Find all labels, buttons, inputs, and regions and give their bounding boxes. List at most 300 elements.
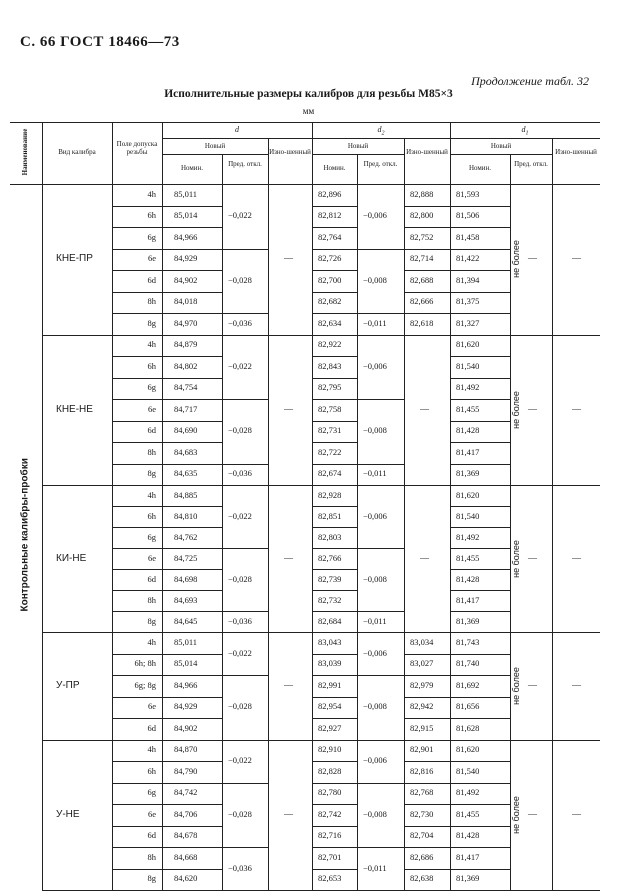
d-nominal-cell: 84,902: [174, 722, 198, 733]
d1-deviation-dash: —: [528, 403, 537, 414]
body-vline: [510, 184, 511, 890]
d-worn-dash: —: [284, 253, 293, 264]
deviation-header-d2: Пред. откл.: [363, 160, 398, 168]
d-nominal-cell: 84,668: [174, 851, 198, 862]
row-rule-d2: [312, 718, 357, 719]
row-rule-d2w: [404, 869, 450, 870]
tolerance-cell: 6e: [147, 808, 156, 819]
v-dworn: [268, 138, 269, 184]
d2-dev-rule: [357, 611, 404, 612]
d2-worn-cell: 82,979: [410, 679, 434, 690]
d2-nominal-cell: 82,634: [318, 317, 342, 328]
row-rule-d2: [312, 654, 357, 655]
tolerance-cell: 4h: [147, 636, 156, 647]
group-name: У-ПР: [56, 679, 80, 691]
d2-dev-rule: [357, 847, 404, 848]
row-rule: [112, 548, 222, 549]
row-rule-d2: [312, 527, 357, 528]
tolerance-cell: 6g: [147, 787, 156, 798]
dev-rule: [222, 847, 268, 848]
d2-nominal-cell: 82,851: [318, 510, 342, 521]
worn-header-d1: Изно-шенный: [555, 148, 597, 156]
d1-deviation-dash: —: [528, 679, 537, 690]
d2-nominal-cell: 82,922: [318, 339, 342, 350]
d-nominal-cell: 84,620: [174, 873, 198, 884]
row-rule-d2: [312, 356, 357, 357]
row-rule: [112, 356, 222, 357]
row-rule-d1: [450, 869, 510, 870]
row-rule-d1: [450, 783, 510, 784]
d2-worn-dash: —: [420, 552, 429, 563]
d1-nominal-cell: 81,740: [456, 658, 480, 669]
d2-deviation-cell: −0,011: [363, 317, 387, 328]
row-rule: [112, 804, 222, 805]
d-nominal-cell: 84,683: [174, 446, 198, 457]
group-rule: [42, 632, 600, 633]
d1-nominal-cell: 81,506: [456, 210, 480, 221]
d1-nominal-cell: 81,417: [456, 446, 480, 457]
tolerance-cell: 6g: [147, 231, 156, 242]
d2-nominal-cell: 82,928: [318, 489, 342, 500]
tolerance-cell: 6h; 8h: [134, 658, 156, 669]
row-rule: [112, 292, 222, 293]
d-nominal-cell: 85,011: [174, 636, 198, 647]
d2-nominal-cell: 83,039: [318, 658, 342, 669]
d2-nominal-cell: 82,991: [318, 679, 342, 690]
d1-nominal-cell: 81,417: [456, 851, 480, 862]
row-rule-d1: [450, 569, 510, 570]
d2-dev-rule: [357, 548, 404, 549]
row-rule: [112, 506, 222, 507]
d1-nominal-cell: 81,540: [456, 765, 480, 776]
d-nominal-cell: 84,810: [174, 510, 198, 521]
body-vline: [222, 184, 223, 890]
new-header-d2: Новый: [347, 142, 369, 150]
d2-dev-rule: [357, 675, 404, 676]
row-rule-d2w: [404, 654, 450, 655]
d2-worn-cell: 82,730: [410, 808, 434, 819]
d1-nominal-cell: 81,492: [456, 787, 480, 798]
d-worn-dash: —: [284, 552, 293, 563]
d2-dev-rule: [357, 313, 404, 314]
d2-dev-rule: [357, 399, 404, 400]
d2-nominal-cell: 82,843: [318, 360, 342, 371]
row-rule-d2w: [404, 227, 450, 228]
header-rule-d: [162, 138, 600, 139]
d2-nominal-cell: 82,758: [318, 403, 342, 414]
d-nominal-cell: 84,790: [174, 765, 198, 776]
row-rule-d1: [450, 313, 510, 314]
d1-nominal-cell: 81,540: [456, 510, 480, 521]
row-rule: [112, 654, 222, 655]
tolerance-cell: 6h: [147, 360, 156, 371]
d-nominal-cell: 84,678: [174, 830, 198, 841]
d2-nominal-cell: 82,954: [318, 701, 342, 712]
d-deviation-cell: −0,028: [228, 274, 252, 285]
row-rule-d2w: [404, 249, 450, 250]
d-nominal-cell: 84,902: [174, 274, 198, 285]
d2-worn-dash: —: [420, 403, 429, 414]
d2-deviation-cell: −0,008: [363, 808, 387, 819]
row-rule-d2: [312, 378, 357, 379]
d2-worn-cell: 82,901: [410, 744, 434, 755]
d1-deviation-dash: —: [528, 808, 537, 819]
header-bottom-rule: [10, 184, 600, 185]
row-rule-d1: [450, 804, 510, 805]
group-rule: [42, 335, 600, 336]
row-rule: [112, 697, 222, 698]
row-rule-d2: [312, 249, 357, 250]
tolerance-cell: 6h: [147, 510, 156, 521]
d1-deviation-dash: —: [528, 552, 537, 563]
row-rule-d2w: [404, 804, 450, 805]
d2-nominal-cell: 82,732: [318, 594, 342, 605]
d-deviation-cell: −0,022: [228, 647, 252, 658]
header-top-rule: [10, 122, 600, 123]
d2-worn-cell: 82,686: [410, 851, 434, 862]
d1-nominal-cell: 81,540: [456, 360, 480, 371]
tolerance-cell: 6d: [147, 425, 156, 436]
row-rule-d2w: [404, 313, 450, 314]
row-rule-d1: [450, 675, 510, 676]
d1-nominal-cell: 81,369: [456, 615, 480, 626]
row-rule: [112, 675, 222, 676]
row-rule-d2w: [404, 270, 450, 271]
ne-bolee-label: не более: [511, 390, 521, 429]
v-tol: [112, 122, 113, 184]
d-deviation-cell: −0,022: [228, 755, 252, 765]
row-rule-d2: [312, 206, 357, 207]
d2-nominal-cell: 82,682: [318, 296, 342, 307]
v-d2dev: [357, 154, 358, 184]
d2-worn-cell: 83,027: [410, 658, 434, 669]
d2-nominal-cell: 82,701: [318, 851, 342, 862]
row-rule: [112, 399, 222, 400]
d2-worn-cell: 82,915: [410, 722, 434, 733]
d2-worn-cell: 82,768: [410, 787, 434, 798]
row-rule-d2: [312, 548, 357, 549]
d2-worn-cell: 82,666: [410, 296, 434, 307]
d2-nominal-cell: 82,731: [318, 425, 342, 436]
row-rule-d2: [312, 847, 357, 848]
row-rule-d1: [450, 206, 510, 207]
deviation-header-d1: Пред. откл.: [514, 160, 548, 168]
d1-worn-dash: —: [572, 808, 581, 819]
tolerance-cell: 8h: [147, 594, 156, 605]
d2-nominal-cell: 82,726: [318, 253, 342, 264]
row-rule-d2: [312, 590, 357, 591]
d2-worn-cell: 82,888: [410, 188, 434, 199]
tolerance-cell: 6e: [147, 253, 156, 264]
tolerance-cell: 8h: [147, 446, 156, 457]
ne-bolee-label: не более: [511, 539, 521, 578]
row-rule: [112, 442, 222, 443]
row-rule: [112, 783, 222, 784]
d2-nominal-cell: 83,043: [318, 636, 342, 647]
row-rule: [112, 847, 222, 848]
d-nominal-cell: 85,011: [174, 188, 198, 199]
d-nominal-cell: 84,966: [174, 679, 198, 690]
d2-nominal-cell: 82,684: [318, 615, 342, 626]
d-nominal-cell: 84,879: [174, 339, 198, 350]
row-rule-d2: [312, 464, 357, 465]
row-rule: [112, 270, 222, 271]
d1-nominal-cell: 81,458: [456, 231, 480, 242]
tolerance-cell: 6e: [147, 552, 156, 563]
group-rule: [42, 485, 600, 486]
body-vline: [552, 184, 553, 890]
row-rule-d2: [312, 675, 357, 676]
body-vline: [312, 184, 313, 890]
d2-worn-cell: 83,034: [410, 636, 434, 647]
d2-nominal-cell: 82,803: [318, 531, 342, 542]
d2-deviation-cell: −0,008: [363, 701, 387, 712]
d2-deviation-cell: −0,011: [363, 615, 387, 626]
dev-rule: [222, 313, 268, 314]
d2-deviation-cell: −0,006: [363, 510, 387, 521]
row-rule-d2: [312, 611, 357, 612]
d2-worn-cell: 82,704: [410, 830, 434, 841]
row-rule-d2: [312, 442, 357, 443]
v-d1worn: [552, 138, 553, 184]
row-rule-d1: [450, 611, 510, 612]
d2-dev-rule: [357, 783, 404, 784]
v-d1dev: [510, 154, 511, 184]
d1-nominal-cell: 81,375: [456, 296, 480, 307]
row-rule: [112, 464, 222, 465]
d2-worn-cell: 82,800: [410, 210, 434, 221]
d2-deviation-cell: −0,006: [363, 755, 387, 765]
tolerance-cell: 6h: [147, 210, 156, 221]
d2-nominal-cell: 82,739: [318, 573, 342, 584]
d1-nominal-cell: 81,369: [456, 873, 480, 884]
tolerance-cell: 8g: [147, 873, 156, 884]
d-nominal-cell: 84,698: [174, 573, 198, 584]
d-worn-dash: —: [284, 679, 293, 690]
group-name: У-НЕ: [56, 808, 80, 820]
d2-deviation-cell: −0,008: [363, 274, 387, 285]
d1-nominal-cell: 81,492: [456, 382, 480, 393]
d1-worn-dash: —: [572, 679, 581, 690]
unit-label: мм: [302, 106, 315, 116]
header-rule-new-d2: [312, 154, 404, 155]
row-rule-d2w: [404, 847, 450, 848]
d1-worn-dash: —: [572, 253, 581, 264]
d2-nominal-cell: 82,780: [318, 787, 342, 798]
d2-worn-cell: 82,618: [410, 317, 434, 328]
dev-rule: [222, 611, 268, 612]
dev-rule: [222, 675, 268, 676]
table-title: Исполнительные размеры калибров для резьбы М85×3: [164, 88, 453, 100]
header-rule-new-d1: [450, 154, 552, 155]
d-nominal-cell: 84,870: [174, 744, 198, 755]
d2-deviation-cell: −0,011: [363, 862, 387, 873]
row-rule-d1: [450, 654, 510, 655]
row-rule-d2: [312, 506, 357, 507]
d-nominal-cell: 84,929: [174, 253, 198, 264]
d-deviation-cell: −0,028: [228, 808, 252, 819]
d2-worn-cell: 82,688: [410, 274, 434, 285]
row-rule: [112, 718, 222, 719]
side-label: Контрольные калибры-пробки: [19, 458, 31, 612]
row-rule: [112, 249, 222, 250]
nominal-header-d1: Номин.: [468, 164, 492, 172]
row-rule-d1: [450, 506, 510, 507]
d-worn-dash: —: [284, 808, 293, 819]
d1-nominal-cell: 81,455: [456, 403, 480, 414]
tolerance-cell: 4h: [147, 339, 156, 350]
row-rule-d1: [450, 378, 510, 379]
column-d1-letter: d: [521, 125, 526, 134]
d-deviation-cell: −0,036: [228, 862, 252, 873]
row-rule-d1: [450, 249, 510, 250]
row-rule-d2: [312, 270, 357, 271]
d1-nominal-cell: 81,455: [456, 552, 480, 563]
d2-dev-rule: [357, 464, 404, 465]
d-deviation-cell: −0,036: [228, 615, 252, 626]
d-nominal-cell: 85,014: [174, 210, 198, 221]
d-nominal-cell: 84,690: [174, 425, 198, 436]
deviation-header-d: Пред. откл.: [228, 160, 262, 168]
v-ddev: [222, 154, 223, 184]
d-worn-dash: —: [284, 403, 293, 414]
d-nominal-cell: 84,929: [174, 701, 198, 712]
page-header: С. 66 ГОСТ 18466—73: [20, 34, 180, 50]
tolerance-cell: 6d: [147, 722, 156, 733]
dev-rule: [222, 464, 268, 465]
body-vline: [404, 184, 405, 890]
d-nominal-cell: 84,762: [174, 531, 198, 542]
tolerance-cell: 6d: [147, 573, 156, 584]
row-rule-d2: [312, 761, 357, 762]
row-rule-d2w: [404, 826, 450, 827]
d2-worn-cell: 82,714: [410, 253, 434, 264]
tolerance-cell: 6h: [147, 765, 156, 776]
row-rule: [112, 569, 222, 570]
d1-nominal-cell: 81,620: [456, 744, 480, 755]
d2-nominal-cell: 82,700: [318, 274, 342, 285]
nominal-header-d: Номин.: [180, 164, 204, 172]
body-vline: [112, 184, 113, 890]
row-rule-d1: [450, 227, 510, 228]
column-d1-subscript: 1: [525, 130, 529, 137]
body-vline: [450, 184, 451, 890]
row-rule-d1: [450, 527, 510, 528]
d-nominal-cell: 84,645: [174, 615, 198, 626]
d2-nominal-cell: 82,896: [318, 188, 342, 199]
column-kind-header: Вид калибра: [58, 148, 96, 156]
d1-nominal-cell: 81,593: [456, 188, 480, 199]
d-nominal-cell: 84,717: [174, 403, 198, 414]
tolerance-cell: 6e: [147, 403, 156, 414]
row-rule-d2: [312, 399, 357, 400]
row-rule: [112, 869, 222, 870]
row-rule-d2: [312, 227, 357, 228]
header-rule-new-d: [162, 154, 268, 155]
row-rule: [112, 590, 222, 591]
d2-deviation-cell: −0,006: [363, 210, 387, 221]
d1-nominal-cell: 81,428: [456, 425, 480, 436]
tolerance-cell: 8h: [147, 851, 156, 862]
d2-worn-cell: 82,752: [410, 231, 434, 242]
d-nominal-cell: 84,635: [174, 468, 198, 479]
d1-nominal-cell: 81,492: [456, 531, 480, 542]
d2-deviation-cell: −0,011: [363, 468, 387, 479]
d-nominal-cell: 84,706: [174, 808, 198, 819]
group-name: КНЕ-НЕ: [56, 403, 93, 415]
row-rule-d1: [450, 270, 510, 271]
d1-nominal-cell: 81,620: [456, 339, 480, 350]
column-d-header: d: [235, 125, 239, 134]
d2-nominal-cell: 82,828: [318, 765, 342, 776]
tolerance-cell: 6e: [147, 701, 156, 712]
column-tolerance-header: Поле допуска резьбы: [116, 140, 158, 156]
row-rule-d1: [450, 292, 510, 293]
row-rule-d2w: [404, 292, 450, 293]
d2-nominal-cell: 82,812: [318, 210, 342, 221]
d-nominal-cell: 85,014: [174, 658, 198, 669]
row-rule: [112, 206, 222, 207]
continuation-note: Продолжение табл. 32: [471, 74, 589, 88]
column-d2-letter: d: [377, 125, 382, 134]
d1-nominal-cell: 81,692: [456, 679, 480, 690]
d-nominal-cell: 84,725: [174, 552, 198, 563]
row-rule-d1: [450, 356, 510, 357]
d-deviation-cell: −0,028: [228, 425, 252, 436]
row-rule: [112, 611, 222, 612]
row-rule-d2: [312, 421, 357, 422]
d-nominal-cell: 84,018: [174, 296, 198, 307]
dev-rule: [222, 783, 268, 784]
body-vline: [357, 184, 358, 890]
tolerance-cell: 8h: [147, 296, 156, 307]
column-name-header: Наименование: [21, 128, 29, 176]
row-rule-d1: [450, 548, 510, 549]
tolerance-cell: 6d: [147, 830, 156, 841]
tolerance-cell: 8g: [147, 317, 156, 328]
d1-nominal-cell: 81,428: [456, 830, 480, 841]
row-rule-d2: [312, 869, 357, 870]
row-rule-d2w: [404, 761, 450, 762]
d2-dev-rule: [357, 249, 404, 250]
tolerance-cell: 6g: [147, 531, 156, 542]
tolerance-cell: 6d: [147, 274, 156, 285]
row-rule-d1: [450, 421, 510, 422]
tolerance-cell: 4h: [147, 188, 156, 199]
d-nominal-cell: 84,693: [174, 594, 198, 605]
d1-nominal-cell: 81,327: [456, 317, 480, 328]
group-rule: [42, 740, 600, 741]
d2-deviation-cell: −0,006: [363, 360, 387, 371]
tolerance-cell: 8g: [147, 615, 156, 626]
d-nominal-cell: 84,885: [174, 489, 198, 500]
dev-rule: [222, 249, 268, 250]
d2-nominal-cell: 82,716: [318, 830, 342, 841]
row-rule-d1: [450, 442, 510, 443]
row-rule-d2: [312, 569, 357, 570]
worn-header-d2: Изно-шенный: [406, 148, 448, 156]
row-rule: [112, 313, 222, 314]
nominal-header-d2: Номин.: [323, 164, 346, 172]
row-rule-d2: [312, 313, 357, 314]
d2-nominal-cell: 82,722: [318, 446, 342, 457]
row-rule-d1: [450, 399, 510, 400]
column-d2-subscript: 2: [381, 130, 385, 137]
tolerance-cell: 4h: [147, 744, 156, 755]
d-deviation-cell: −0,036: [228, 317, 252, 328]
d1-nominal-cell: 81,422: [456, 253, 480, 264]
dev-rule: [222, 548, 268, 549]
